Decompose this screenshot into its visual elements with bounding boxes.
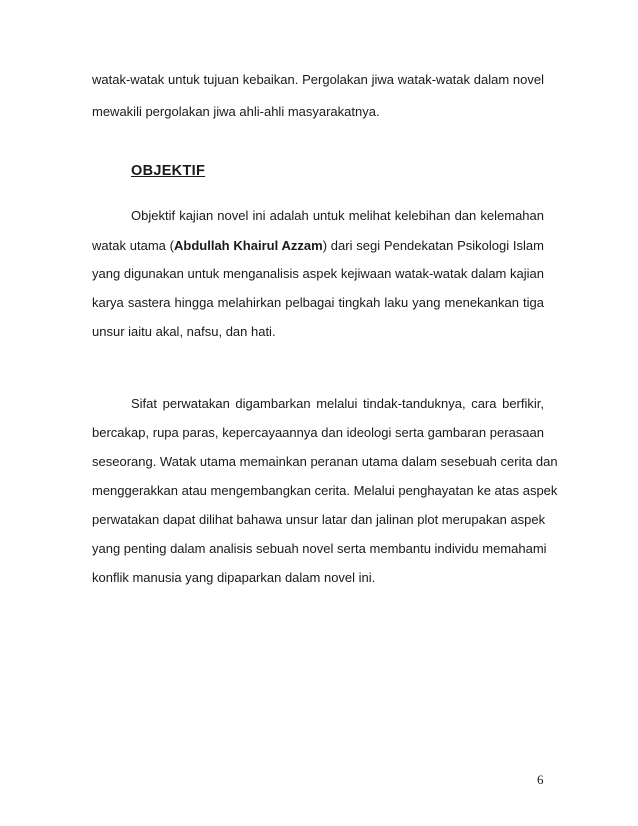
paragraph1-line-1: Objektif kajian novel ini adalah untuk melihat kelebihan dan kelemahan (131, 208, 544, 223)
paragraph2-line-4: menggerakkan atau mengembangkan cerita. Melalui penghayatan ke atas aspek (92, 483, 558, 498)
intro-line-1: watak-watak untuk tujuan kebaikan. Pergolakan jiwa watak-watak dalam novel (92, 72, 544, 87)
paragraph1-line-5: unsur iaitu akal, nafsu, dan hati. (92, 324, 276, 339)
intro-line-2: mewakili pergolakan jiwa ahli-ahli masyarakatnya. (92, 104, 380, 119)
paragraph2-line-1: Sifat perwatakan digambarkan melalui tindak-tanduknya, cara berfikir, (131, 396, 544, 411)
paragraph2-line-6: yang penting dalam analisis sebuah novel serta membantu individu memahami (92, 541, 547, 556)
page-number: 6 (537, 772, 544, 787)
paragraph1-line-2-end: ) dari segi Pendekatan Psikologi Islam (322, 238, 544, 253)
main-character-name: Abdullah Khairul Azzam (174, 238, 323, 253)
paragraph2-line-2: bercakap, rupa paras, kepercayaannya dan ideologi serta gambaran perasaan (92, 425, 544, 440)
paragraph2-line-7: konflik manusia yang dipaparkan dalam novel ini. (92, 570, 376, 585)
paragraph1-line-2 (92, 238, 544, 254)
paragraph2-line-3: seseorang. Watak utama memainkan peranan utama dalam sesebuah cerita dan (92, 454, 558, 469)
section-heading: OBJEKTIF (131, 163, 206, 179)
paragraph1-line-3: yang digunakan untuk menganalisis aspek kejiwaan watak-watak dalam kajian (92, 266, 544, 281)
paragraph1-line-2-start: watak utama ( (92, 238, 175, 253)
paragraph2-line-5: perwatakan dapat dilihat bahawa unsur latar dan jalinan plot merupakan aspek (92, 512, 546, 527)
paragraph1-line-4: karya sastera hingga melahirkan pelbagai tingkah laku yang menekankan tiga (92, 295, 544, 310)
